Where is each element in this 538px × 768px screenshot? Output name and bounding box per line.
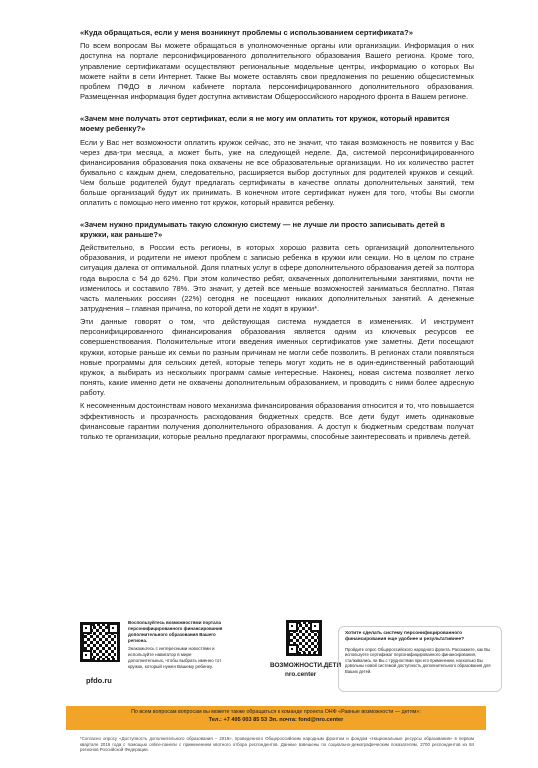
survey-link[interactable]: ВОЗМОЖНОСТИ.ДЕТИ <box>270 662 342 669</box>
faq-answer: Действительно, в России есть регионы, в которых хорошо развита сеть организаций дополнительного образования, и родители не имеют проблем с записью ребенка в кружки или секции. Но в целом по стране ситуация далека от оптимальной. Доля платных услуг в сфере дополнительного образования детей за полтора года выросла с 54 до 62%. При этом количество ребят, охваченных дополнительными занятиями, почти не изменилось и составило 78%. Это значит, у детей все меньше возможностей заниматься бесплатно. Пятая часть маленьких россиян (22%) сегодня не посещают никаких дополнительных занятий. А денежные затруднения – главная причина, по которой дети не ходят в кружки*. <box>80 243 474 313</box>
promo-text: Воспользуйтесь возможностями портала персонифицированного финансирования дополнительного образования Вашего региона. <box>128 620 223 643</box>
faq-answer: Если у Вас нет возможности оплатить кружок сейчас, это не значит, что такая возможность не появится у Вас через два-три месяца, а может быть, уже на следующей неделе. Да, системой персонифицированного финансирования образования пока охвачены не все образовательные организации. Но их количество растет буквально с каждым днем, следовательно, расширяется выбор доступных для родителей кружков и секций. Чем больше родителей будут предлагать сертификаты в качестве оплаты дополнительных занятий, тем больше организаций будут их принимать. В конечном итоге сертификат нужен для того, чтобы Вы смогли оплатить с помощью него именно тот кружок, который нравится ребенку. <box>80 137 474 208</box>
faq-answer: К несомненным достоинствам нового механизма финансирования образования относится и то, что повышается эффективность и прозрачность расходования бюджетных средств. Все дети будут иметь одинаковые финансовые гарантии получения дополнительного образования. А доступ к бюджетным средствам получат только те организации, которые реально предлагают программы, способные заинтересовать и привлечь детей. <box>80 401 474 441</box>
faq-answer: Эти данные говорят о том, что действующая система нуждается в изменениях. И инструмент персонифицированного финансирования образования является одним из ключевых ресурсов ее совершенствования. Положительные итоги введения именных сертификатов уже заметны. Дети посещают кружки, которые раньше их семьи по разным причинам не могли себе позволить. В регионах стали появляться новые программы для сельских детей, которые теперь могут ходить не в один-единственный работающий кружок, а выбирать из нескольких программ самые интересные. Наконец, новая система позволяет легко понять, какие именно дети не охвачены дополнительным образованием, и проводить с ними более адресную работу. <box>80 317 474 398</box>
contact-banner <box>66 706 486 730</box>
nro-link[interactable]: nro.center <box>285 671 317 678</box>
faq-answer: По всем вопросам Вы можете обращаться в уполномоченные органы или организации. Информация о них доступна на портале персонифицированного дополнительного образования Вашего региона. Кроме того, управление сертификатами осуществляют региональные модельные центры, информацию о которых Вы можете найти в сети Интернет. Также Вы можете оставлять свои предложения по решению общесистемных проблем ПФДО в личном кабинете портала персонифицированного дополнительного образования. Размещенная информация будет доступна активистам Общероссийского народного фронта в Вашем регионе. <box>80 41 474 101</box>
faq-question: «Зачем нужно придумывать такую сложную систему — не лучше ли просто записывать детей в кружки, как раньше?» <box>80 219 445 239</box>
qr-code-icon[interactable] <box>286 620 322 656</box>
qr-code-icon[interactable] <box>80 622 120 662</box>
contact-banner-text: По всем вопросам вопросам вы можете также обращаться к команде проекта ОНФ «Равные возможности — детям»: <box>131 709 421 715</box>
faq-section <box>80 114 474 209</box>
faq-content <box>80 28 474 454</box>
faq-question: «Куда обращаться, если у меня возникнут проблемы с использованием сертификата?» <box>80 28 413 37</box>
survey-text: Пройдите опрос Общероссийского народного фронта. Расскажите, как Вы используете сертификат персонифицированного финансирования, сталкивались ли Вы с трудностями при его применении, насколько Вы довольны новой системой доступность дополнительного образования для Ваших детей. <box>345 647 491 674</box>
footnote: *Согласно опросу «Доступность дополнительного образования – 2019», проведенного Общероссийским народным фронтом и фондом «Национальные ресурсы образования» в первом квартале 2019 года с помощью online-панели с применением квотного отбора респондентов. Данные взвешены по социально-демографическим показателям, 2700 респондентов из 84 регионов Российской Федерации. <box>80 736 474 753</box>
contact-banner-phone-email[interactable]: Тел.: +7 495 003 85 53 Эл. почта: fond@nro.center <box>208 717 344 723</box>
survey-box <box>338 626 502 692</box>
faq-section <box>80 220 474 442</box>
survey-heading: Хотите сделать систему персонифицированного финансирования еще удобнее и результативнее? <box>345 631 465 642</box>
promo-text: Знакомьтесь с интересными новостями и используйте навигатор в мире дополнительных, чтобы выбрать именно тот кружок, который нужен Вашему ребенку. <box>128 646 222 669</box>
pfdo-link[interactable]: pfdo.ru <box>86 676 112 685</box>
promo-block <box>80 620 491 702</box>
faq-question: «Зачем мне получать этот сертификат, если я не могу им оплатить тот кружок, который нравится моему ребенку?» <box>80 114 450 134</box>
faq-section <box>80 28 474 102</box>
